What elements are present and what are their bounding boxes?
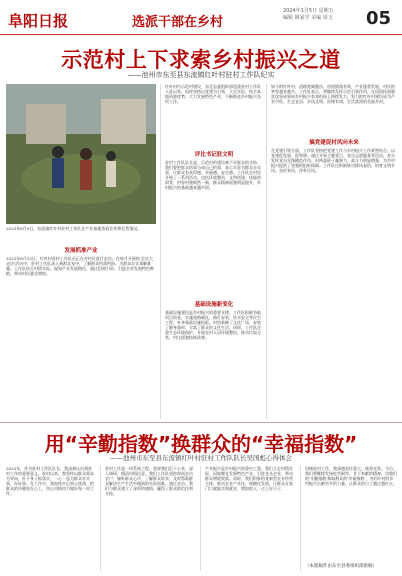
article-divider xyxy=(0,422,402,423)
subhead-2: 评比书记驻文明 xyxy=(194,152,234,158)
article2-col-d: 回顾驻村工作，我深感责任重大，使命光荣。今后，我们将继续发扬吃苦耐劳、甘于奉献的精神，用我们的'辛勤指数'换取群众的'幸福指数'，为红叶村的乡村振兴贡献更多的力量，让群众的日子越过越红火。 xyxy=(305,466,397,486)
column-divider xyxy=(100,466,101,571)
article2-source: （本版稿件由东至县委组织部供稿） xyxy=(305,564,377,569)
article1-col-b: 驻村工作队队长说，示范村的建设离不开群众的支持，我们要把群众的事当成自己的事，真心实意为群众办实事，让群众有获得感、幸福感、安全感。工作队在村里开展了一系列活动，包括环境整治、文明创建、技能培训等，村容村貌焕然一新，群众精神面貌明显提升，乡村振兴的基础越来越牢固。 xyxy=(165,160,261,190)
article1-col-a: 2023年8月13日，红叶村驻村工作队员正在对村民进行走访。在每月开展的'全员大走访'活动中，驻村工作队深入到群众家中，了解群众所需所盼，为群众办实事解难题。工作队结合村情实际，谋划产业发展路径，通过招商引资，引进企业发展特色种植，带动村民就业增收。 xyxy=(6,256,154,276)
page-number: 05 xyxy=(366,8,392,29)
article1-title: 示范村上下求索乡村振兴之道 xyxy=(61,48,341,72)
column-divider xyxy=(160,84,161,419)
subhead-4: 基础设施新变化 xyxy=(194,302,234,308)
column-divider xyxy=(200,466,201,571)
subhead-3: 搞党建促村风向未来 xyxy=(309,140,359,146)
article1-col-c: 如今的红叶村，道路宽阔整洁，房屋错落有致，产业蓬勃发展，村民的笑容越来越多。工作队表示，将继续发挥示范引领作用，在巩固拓展脱贫攻坚成果同乡村振兴有效衔接上持续发力，努力把红叶村建设成为产业兴旺、生态宜居、乡风文明、治理有效、生活富裕的美丽乡村。 xyxy=(271,84,395,104)
article1-subtitle: ——池州市东至县东流镇红叶村驻村工作队纪实 xyxy=(127,71,275,79)
date-block xyxy=(283,8,373,22)
article2-col-b: 驻村工作是一项系统工程，需要我们沉下心来，深入调研，摸清村情民意。我们工作队坚持每周走访农户，倾听群众心声，了解群众诉求，及时帮助群众解决生产生活中遇到的实际困难。通过走访，我们与群众建立了深厚的感情，赢得了群众的信任和支持。 xyxy=(105,466,193,496)
subhead-1: 发展抓准产业 xyxy=(64,248,98,254)
article1-photo xyxy=(6,84,156,224)
article2-col-a: 2023年，作为驻村工作队队长，我深刻认识到驻村工作的重要意义。驻村以来，我坚持以群众需求为导向，扑下身子抓落实，一心一意为群众办实事、办好事。在工作中，我始终牢记初心使命，把群众的冷暖放在心上，用心用情用力做好每一项工作。 xyxy=(6,466,94,496)
article1-col-e: 基础设施建设是乡村振兴的重要支撑。工作队积极争取项目资金，实施道路硬化、路灯安装、饮水安全等民生工程，补齐基础设施短板。村里新修了文化广场，安装了健身器材，丰富了群众的文化生活。同时，工作队注重生态环境保护，开展农村人居环境整治，推动垃圾分类，村庄面貌持续改善。 xyxy=(165,310,261,340)
photo-caption: 2023年8月9日，东流镇红叶村驻村工作队在产业基地查看农作物长势情况。 xyxy=(6,226,142,231)
article1-lead: 红叶村内示范村建设，东至县委组织部选派驻村工作队入驻以来，始终坚持以党建为引领，立足实际，结合本地资源优势，大力发展特色产业，不断推进乡村振兴各项工作。 xyxy=(165,84,261,104)
column-divider xyxy=(300,466,301,571)
article2-col-c: 产业振兴是乡村振兴的重中之重。我们立足村情实际，因地制宜发展特色产业，引进龙头企业，带动群众增收致富。同时，我们积极培育新型农业经营主体，推动农业产业化、规模化发展，让群众在家门口就能实现就业，增加收入，过上好日子。 xyxy=(205,466,293,491)
section-title: 选派干部在乡村 xyxy=(132,15,224,30)
date-line: 2024年1月5日 星期五 xyxy=(283,8,334,14)
article2-subtitle: ——池州市东至县东流镇红叶村驻村工作队队长吴国彪心得体会 xyxy=(110,454,292,462)
editor-line: 编辑 姚家学 美编 周玉 xyxy=(283,15,333,21)
photo-illustration xyxy=(6,84,156,224)
newspaper-logo: 阜阳日报 xyxy=(8,12,69,30)
column-divider xyxy=(266,84,267,419)
article2-title: 用“辛勤指数”换群众的“幸福指数” xyxy=(44,432,358,456)
article1-col-d: 在党建引领方面，工作队坚持把党建工作与乡村振兴工作紧密结合，以党建促发展、促和谐。通过开展主题党日、党员志愿服务等活动，充分发挥党员先锋模范作用。村两委班子凝聚力、战斗力明显增强，为乡村振兴提供了坚强的组织保障。工作队还积极推动移风易俗，培育文明乡风、良好家风、淳朴民风。 xyxy=(271,148,395,173)
